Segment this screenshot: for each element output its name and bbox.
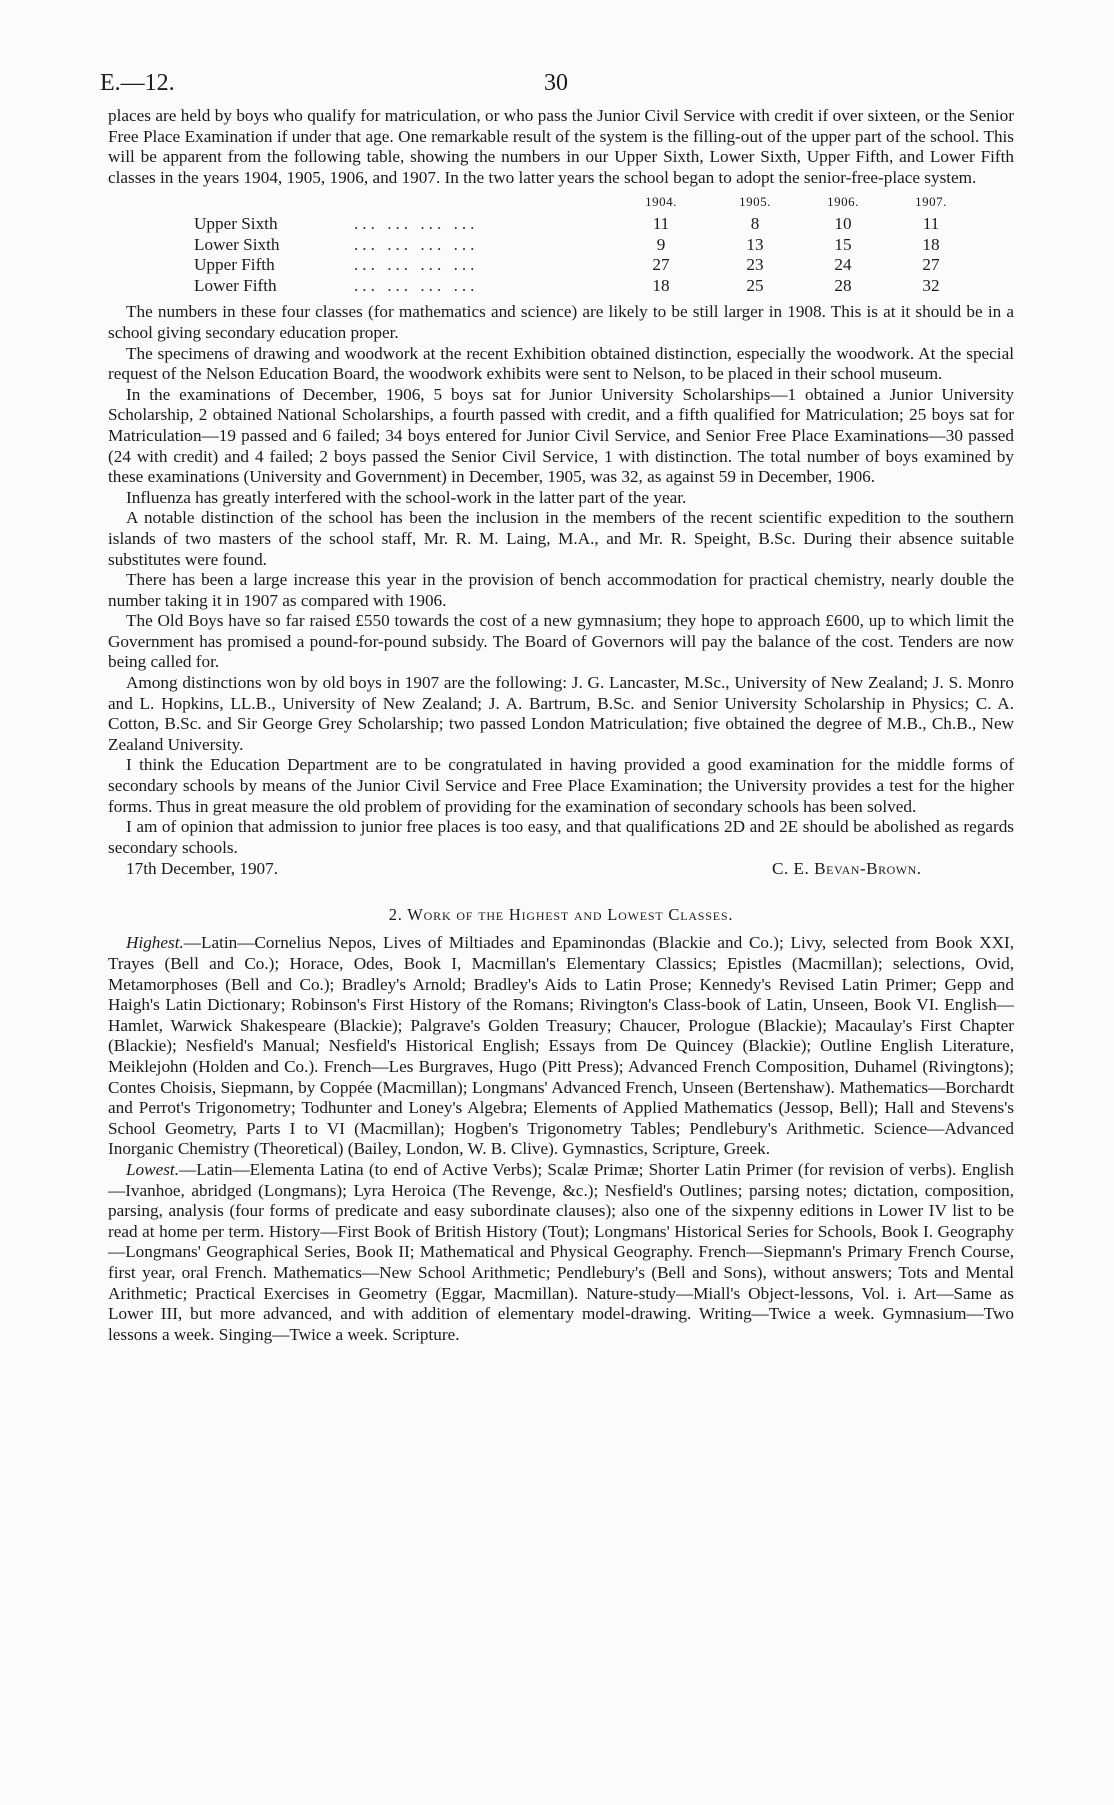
body-paragraph: A notable distinction of the school has been the inclusion in the members of the recent scientific expedition to the southern islands of two masters of the school staff, Mr. R. M. Laing, M.A., and Mr. R. Speight, B.Sc. During their absence suitable substitutes were found. (108, 508, 1014, 569)
page-number: 30 (544, 70, 568, 96)
table-cell: 13 (746, 234, 764, 254)
body-paragraph: The Old Boys have so far raised £550 towards the cost of a new gymnasium; they hope to approach £600, up to which limit the Government has promised a pound-for-pound subsidy. The Board of Governors will pay the balance of the cost. Tenders are now being called for. (108, 611, 1014, 672)
table-cell: 27 (922, 255, 940, 275)
table-cell: 24 (834, 255, 852, 275)
table-header-row (108, 194, 1014, 214)
body-paragraph: Among distinctions won by old boys in 1907 are the following: J. G. Lancaster, M.Sc., University of New Zealand; J. S. Monro and L. Hopkins, LL.B., University of New Zealand; J. A. Bartrum, B.Sc. and Senior University Scholarship in Physics; C. A. Cotton, B.Sc. and Sir George Grey Scholarship; two passed London Matriculation; five obtained the degree of M.B., Ch.B., New Zealand University. (108, 673, 1014, 754)
table-row (108, 214, 1014, 235)
year-header: 1907. (915, 194, 947, 210)
page-header (100, 70, 1014, 106)
table-row (108, 235, 1014, 256)
leader-dots: ... ... ... ... (354, 255, 479, 275)
table-cell: 18 (652, 275, 670, 295)
leader-dots: ... ... ... ... (354, 214, 479, 234)
table-cell: 11 (922, 214, 940, 234)
year-header: 1906. (827, 194, 859, 210)
report-date: 17th December, 1907. (126, 859, 279, 879)
table-cell: 11 (652, 214, 670, 234)
table-cell: 15 (834, 234, 852, 254)
row-label: Upper Sixth (194, 214, 278, 234)
table-cell: 32 (922, 275, 940, 295)
lowest-text: —Latin—Elementa Latina (to end of Active Verbs); Scalæ Primæ; Shorter Latin Primer (for revision of verbs). English—Ivanhoe, abridged (Longmans); Lyra Heroica (The Revenge, &c.); Nesfield's Outlines; parsing notes; dictation, composition, parsing, analysis (four forms of predicate and easy subordinate clauses); also one of the sixpenny editions in Lower IV list to be read at home per term. History—First Book of British History (Tout); Longmans' Historical Series for Schools, Book I. Geography—Longmans' Geographical Series, Book II; Mathematical and Physical Geography. French—Siepmann's Primary French Course, first year, oral French. Mathematics—New School Arithmetic; Pendlebury's (Bell and Sons), without answers; Tots and Mental Arithmetic; Practical Exercises in Geometry (Eggar, Macmillan). Nature-study—Miall's Object-lessons, Vol. i. Art—Same as Lower III, but more advanced, and with addition of elementary model-drawing. Writing—Twice a week. Gymnasium—Two lessons a week. Singing—Twice a week. Scripture. (108, 1159, 1014, 1344)
year-header: 1905. (739, 194, 771, 210)
section-title: 2. Work of the Highest and Lowest Classes. (388, 905, 734, 925)
class-numbers-table (108, 194, 1014, 296)
lowest-classes-paragraph (108, 1160, 1014, 1345)
document-reference: E.—12. (100, 70, 175, 96)
table-cell: 25 (746, 275, 764, 295)
highest-text: —Latin—Cornelius Nepos, Lives of Miltiades and Epaminondas (Blackie and Co.); Livy, selected from Book XXI, Trayes (Bell and Co.); Horace, Odes, Book I, Macmillan's Elementary Classics; Epistles (Macmillan); selections, Ovid, Metamorphoses (Bell and Co.); Bradley's Arnold; Bradley's Aids to Latin Prose; Kennedy's Revised Latin Primer; Gepp and Haigh's Latin Dictionary; Robinson's First History of the Romans; Rivington's Class-book of Latin, Unseen, Book VI. English—Hamlet, Warwick Shakespeare (Blackie); Palgrave's Golden Treasury; Chaucer, Prologue (Blackie); Macaulay's First Chapter (Blackie); Nesfield's Manual; Nesfield's Historical English; Essays from De Quincey (Blackie); Outline English Literature, Meiklejohn (Holden and Co.). French—Les Burgraves, Hugo (Pitt Press); Advanced French Composition, Duhamel (Rivingtons); Contes Choisis, Siepmann, by Coppée (Macmillan); Longmans' Advanced French, Unseen (Bertenshaw). Mathematics—Borchardt and Perrot's Trigonometry; Todhunter and Loney's Algebra; Elements of Applied Mathematics (Jessop, Bell); Hall and Stevens's School Geometry, Parts I to VI (Macmillan); Hogben's Trigonometry Tables; Pendlebury's Arithmetic. Science—Advanced Inorganic Chemistry (Theoretical) (Bailey, London, W. B. Clive). Gymnastics, Scripture, Greek. (108, 933, 1014, 1159)
table-cell: 10 (834, 214, 852, 234)
row-label: Lower Sixth (194, 234, 280, 254)
leader-dots: ... ... ... ... (354, 275, 479, 295)
body-paragraph: There has been a large increase this year in the provision of bench accommodation for practical chemistry, nearly double the number taking it in 1907 as compared with 1906. (108, 570, 1014, 610)
year-header: 1904. (645, 194, 677, 210)
row-label: Lower Fifth (194, 275, 277, 295)
table-cell: 27 (652, 255, 670, 275)
leader-dots: ... ... ... ... (354, 234, 479, 254)
table-row (108, 255, 1014, 276)
body-paragraph: The specimens of drawing and woodwork at the recent Exhibition obtained distinction, especially the woodwork. At the special request of the Nelson Education Board, the woodwork exhibits were sent to Nelson, to be placed in their school museum. (108, 343, 1014, 384)
table-cell: 9 (656, 234, 666, 254)
table-cell: 28 (834, 275, 852, 295)
body-paragraph: The numbers in these four classes (for mathematics and science) are likely to be still larger in 1908. This is at it should be in a school giving secondary education proper. (108, 302, 1014, 342)
highest-label: Highest. (126, 933, 184, 953)
signatory-name: C. E. Bevan-Brown. (772, 859, 922, 879)
body-paragraph: In the examinations of December, 1906, 5 boys sat for Junior University Scholarships—1 obtained a Junior University Scholarship, 2 obtained National Scholarships, a fourth passed with credit, and a fifth qualified for Matriculation; 25 boys sat for Matriculation—19 passed and 6 failed; 34 boys entered for Junior Civil Service, and Senior Free Place Examinations—30 passed (24 with credit) and 4 failed; 2 boys passed the Senior Civil Service, 1 with distinction. The total number of boys examined by these examinations (University and Government) in December, 1905, was 32, as against 59 in December, 1906. (108, 384, 1014, 487)
document-page (100, 70, 1014, 1345)
table-row (108, 276, 1014, 297)
body-paragraph: I think the Education Department are to be congratulated in having provided a good examination for the middle forms of secondary schools by means of the Junior Civil Service and Free Place Examination; the University provides a test for the higher forms. Thus in great measure the old problem of providing for the examination of secondary schools has been solved. (108, 755, 1014, 816)
table-cell: 23 (746, 255, 764, 275)
table-cell: 18 (922, 234, 940, 254)
signature-line (108, 859, 1014, 881)
highest-classes-paragraph (108, 933, 1014, 1160)
table-cell: 8 (750, 214, 760, 234)
row-label: Upper Fifth (194, 255, 275, 275)
intro-paragraph: places are held by boys who qualify for matriculation, or who pass the Junior Civil Service with credit if over sixteen, or the Senior Free Place Examination if under that age. One remarkable result of the system is the filling-out of the upper part of the school. This will be apparent from the following table, showing the numbers in our Upper Sixth, Lower Sixth, Upper Fifth, and Lower Fifth classes in the years 1904, 1905, 1906, and 1907. In the two latter years the school began to adopt the senior-free-place system. (108, 106, 1014, 187)
lowest-label: Lowest. (126, 1159, 180, 1179)
body-paragraph: I am of opinion that admission to junior free places is too easy, and that qualifications 2D and 2E should be abolished as regards secondary schools. (108, 817, 1014, 857)
body-paragraph: Influenza has greatly interfered with the school-work in the latter part of the year. (126, 487, 687, 507)
